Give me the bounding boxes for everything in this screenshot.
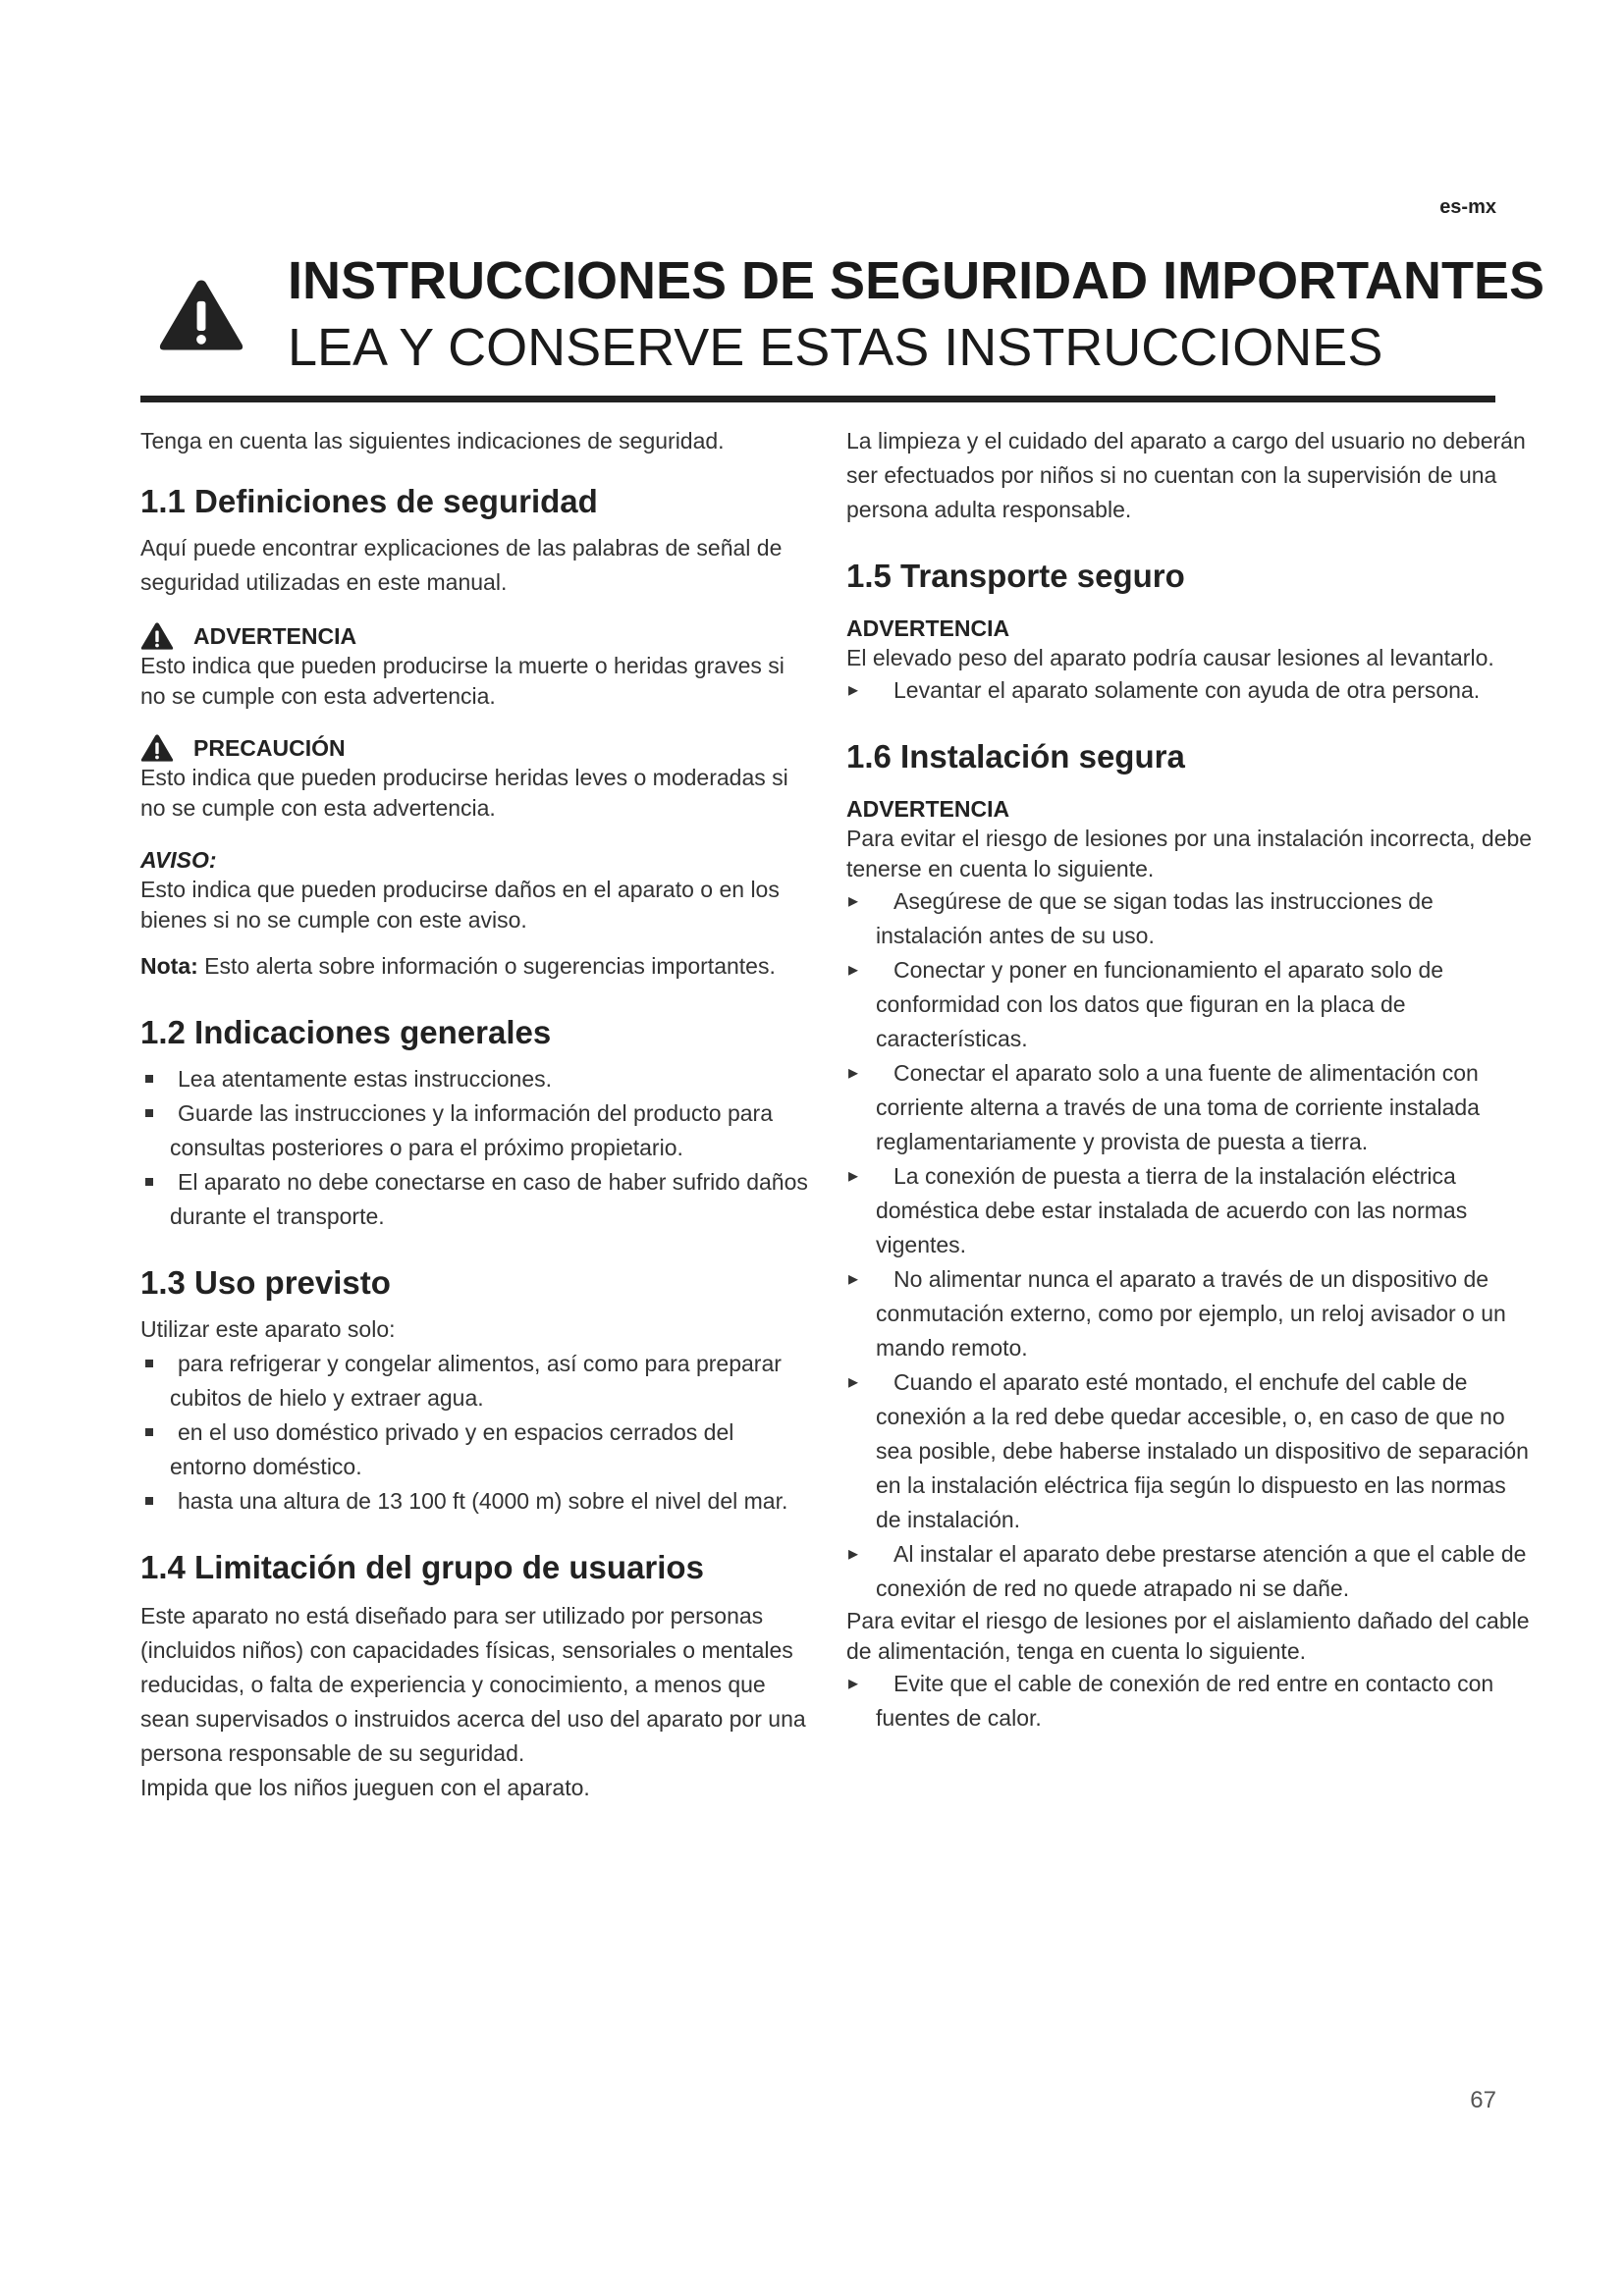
precaucion-label [140, 733, 808, 763]
list-item-text: La conexión de puesta a tierra de la instalación eléctrica doméstica debe estar instalada de acuerdo con las normas vigentes. [876, 1163, 1468, 1257]
arrow-list [846, 673, 1534, 708]
paragraph: Esto indica que pueden producirse heridas leves o moderadas si no se cumple con esta advertencia. [140, 765, 788, 821]
list-item-text: Conectar y poner en funcionamiento el aparato solo de conformidad con los datos que figuran en la placa de características. [876, 957, 1444, 1051]
list-item-text: Conectar el aparato solo a una fuente de alimentación con corriente alterna a través de una toma de corriente instalada reglamentariamente y provista de puesta a tierra. [876, 1060, 1480, 1154]
list-item-text: El aparato no debe conectarse en caso de haber sufrido daños durante el transporte. [170, 1169, 808, 1229]
list-item [846, 1056, 1534, 1159]
warning-triangle-icon [140, 621, 174, 651]
page-subtitle: LEA Y CONSERVE ESTAS INSTRUCCIONES [288, 318, 1383, 377]
list-item-text: en el uso doméstico privado y en espacios cerrados del entorno doméstico. [170, 1419, 734, 1479]
paragraph: Para evitar el riesgo de lesiones por una instalación incorrecta, debe tenerse en cuenta lo siguiente. [846, 826, 1533, 881]
list-item-text: Lea atentamente estas instrucciones. [178, 1066, 553, 1092]
page-title: INSTRUCCIONES DE SEGURIDAD IMPORTANTES [288, 251, 1545, 310]
header-divider [140, 396, 1495, 402]
paragraph: El elevado peso del aparato podría causar lesiones al levantarlo. [846, 645, 1494, 670]
list-item-text: No alimentar nunca el aparato a través de un dispositivo de conmutación externo, como por ejemplo, un reloj avisador o un mando remoto. [876, 1266, 1506, 1361]
bullet-list [140, 1347, 808, 1519]
nota-label: Nota: [140, 953, 198, 979]
list-item [846, 1365, 1534, 1537]
page-number: 67 [1470, 2087, 1496, 2113]
language-code: es-mx [1439, 196, 1496, 218]
list-item-text: hasta una altura de 13 100 ft (4000 m) sobre el nivel del mar. [178, 1488, 788, 1514]
arrow-list [846, 1667, 1534, 1735]
list-item [846, 953, 1534, 1056]
list-item [140, 1347, 808, 1415]
arrow-list [846, 884, 1534, 1606]
intro-text: La limpieza y el cuidado del aparato a cargo del usuario no deberán ser efectuados por niños si no cuentan con la supervisión de una persona adulta responsable. [846, 428, 1526, 522]
left-column [140, 424, 808, 1805]
list-item-text: para refrigerar y congelar alimentos, así como para preparar cubitos de hielo y extraer agua. [170, 1351, 782, 1411]
list-item-text: Cuando el aparato esté montado, el enchufe del cable de conexión a la red debe quedar accesible, o, en caso de que no sea posible, debe haberse instalado un dispositivo de separación en la instalación eléctrica fija según lo dispuesto en las normas de instalación. [876, 1369, 1529, 1532]
section-heading: 1.3 Uso previsto [140, 1264, 391, 1301]
nota-paragraph [140, 949, 808, 984]
section-heading: 1.5 Transporte seguro [846, 558, 1185, 594]
paragraph: Esto indica que pueden producirse la muerte o heridas graves si no se cumple con esta advertencia. [140, 653, 785, 709]
warning-triangle-icon [157, 277, 245, 353]
intro-text: Tenga en cuenta las siguientes indicaciones de seguridad. [140, 428, 725, 454]
list-item-text: Al instalar el aparato debe prestarse atención a que el cable de conexión de red no quede atrapado ni se dañe. [876, 1541, 1527, 1601]
paragraph: Para evitar el riesgo de lesiones por el aislamiento dañado del cable de alimentación, tenga en cuenta lo siguiente. [846, 1608, 1530, 1664]
advertencia-label: ADVERTENCIA [846, 796, 1010, 822]
list-item [846, 1262, 1534, 1365]
list-item [140, 1062, 808, 1096]
list-item [846, 673, 1534, 708]
list-item-text: Evite que el cable de conexión de red entre en contacto con fuentes de calor. [876, 1671, 1494, 1731]
right-column [846, 424, 1534, 1735]
signal-word: PRECAUCIÓN [193, 735, 346, 761]
section-heading: 1.4 Limitación del grupo de usuarios [140, 1549, 704, 1585]
paragraph: Esto indica que pueden producirse daños en el aparato o en los bienes si no se cumple con este aviso. [140, 877, 780, 933]
list-item [140, 1096, 808, 1165]
bullet-list [140, 1062, 808, 1234]
paragraph: Aquí puede encontrar explicaciones de las palabras de señal de seguridad utilizadas en este manual. [140, 535, 783, 595]
paragraph: Utilizar este aparato solo: [140, 1316, 396, 1342]
section-heading: 1.6 Instalación segura [846, 738, 1185, 774]
advertencia-label: ADVERTENCIA [846, 615, 1010, 641]
advertencia-label [140, 621, 808, 651]
nota-text: Esto alerta sobre información o sugerencias importantes. [197, 953, 776, 979]
list-item [846, 884, 1534, 953]
section-heading: 1.1 Definiciones de seguridad [140, 483, 598, 519]
list-item [846, 1667, 1534, 1735]
warning-triangle-icon [140, 733, 174, 763]
list-item [140, 1165, 808, 1234]
signal-word: ADVERTENCIA [193, 623, 357, 649]
section-heading: 1.2 Indicaciones generales [140, 1014, 552, 1050]
list-item-text: Levantar el aparato solamente con ayuda de otra persona. [893, 677, 1481, 703]
paragraph: Impida que los niños jueguen con el aparato. [140, 1775, 590, 1800]
paragraph: Este aparato no está diseñado para ser utilizado por personas (incluidos niños) con capacidades físicas, sensoriales o mentales reducidas, o falta de experiencia y conocimiento, a menos que sean supervisados o instruidos acerca del uso del aparato por una persona responsable de su seguridad. [140, 1603, 806, 1766]
list-item [846, 1537, 1534, 1606]
list-item-text: Asegúrese de que se sigan todas las instrucciones de instalación antes de su uso. [876, 888, 1434, 948]
list-item [140, 1484, 808, 1519]
list-item [846, 1159, 1534, 1262]
list-item-text: Guarde las instrucciones y la información del producto para consultas posteriores o para el próximo propietario. [170, 1100, 773, 1160]
list-item [140, 1415, 808, 1484]
aviso-label: AVISO: [140, 847, 217, 873]
